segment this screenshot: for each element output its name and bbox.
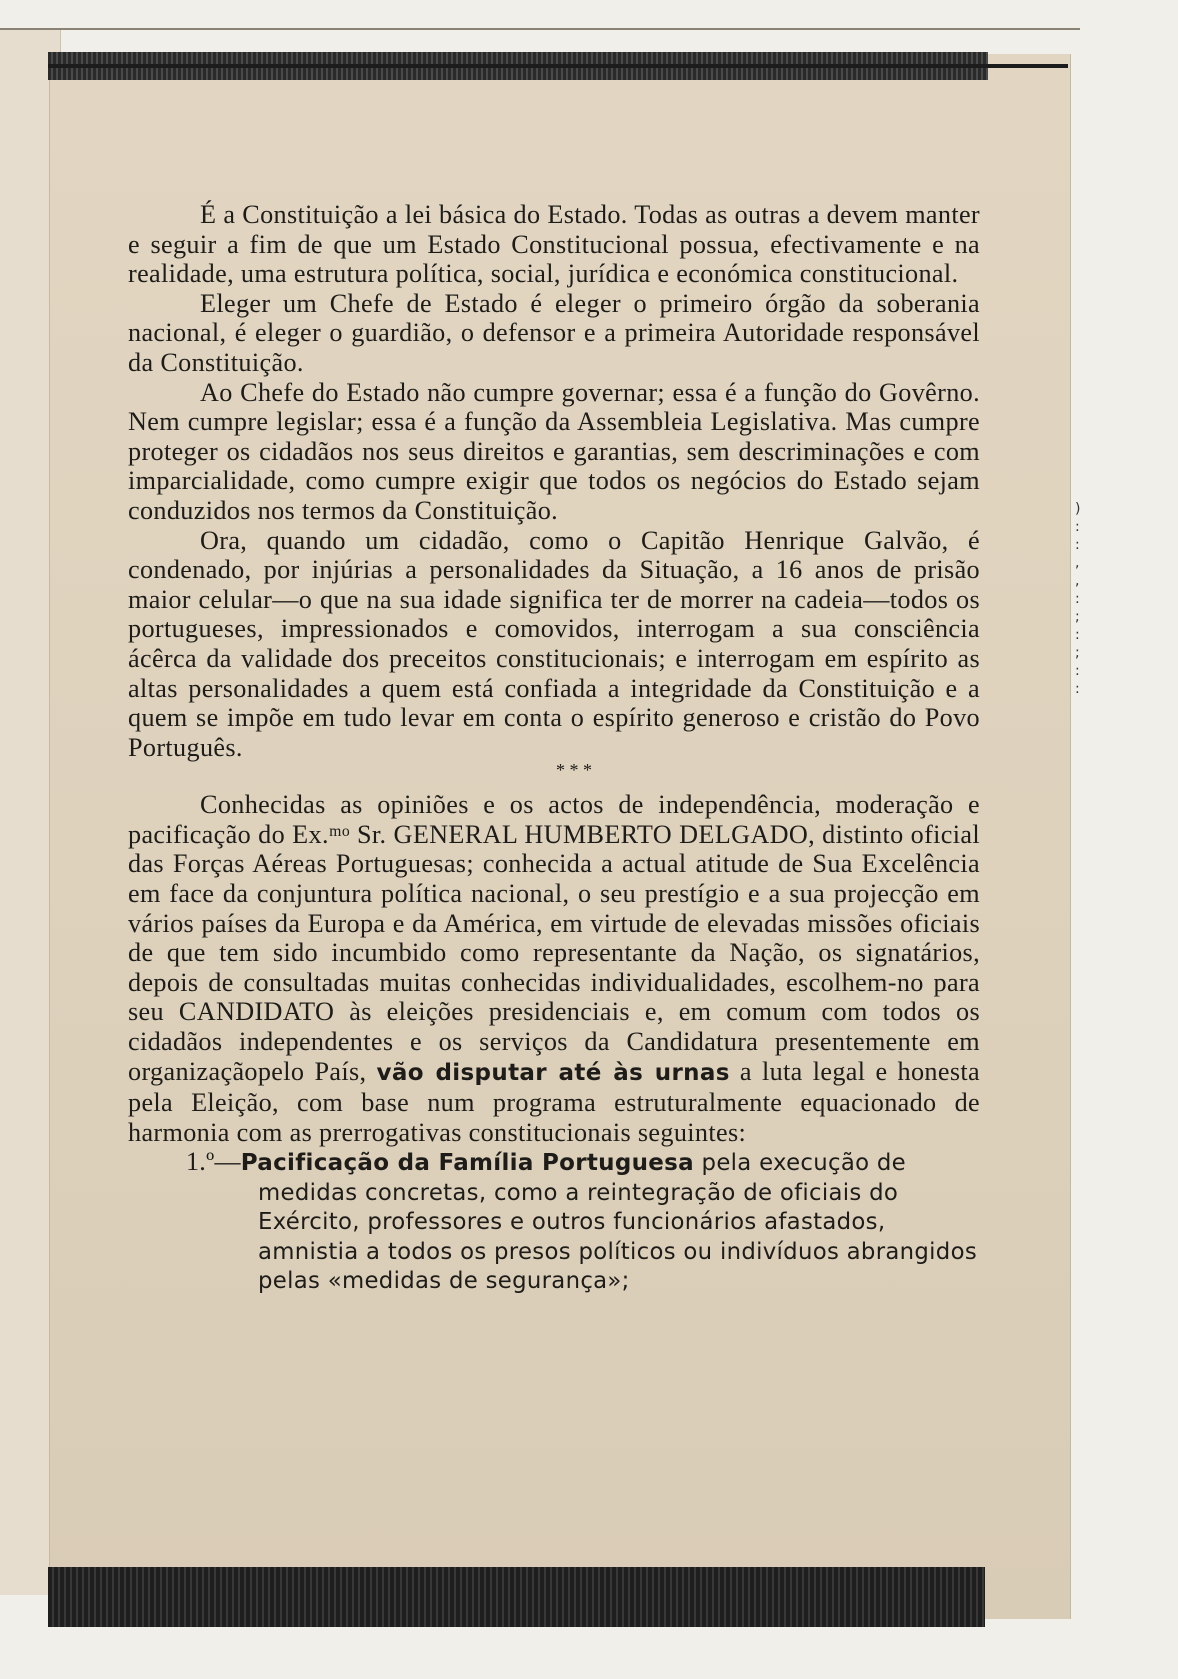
bleed-through-marks: ) : : , , : ; : ; : : [1075,501,1081,697]
paragraph-chief-role: Ao Chefe do Estado não cumpre governar; essa é a função do Govêrno. Nem cumpre legislar; essa é a função da Assembleia Legislativa. Mas cumpre proteger os cidadãos nos seus direitos e garantias, sem descriminações e com imparcialidade, como cumpre exigir que todos os negócios do Estado sejam conduzidos nos termos da Constituição. [128,377,980,525]
paragraph-constitution: É a Constituição a lei básica do Estado. Todas as outras a devem manter e seguir a fim de que um Estado Constitucional possua, efectivamente e na realidade, uma estrutura política, social, jurídica e económica constitucional. [128,200,980,289]
section-separator: * * * [556,760,592,781]
under-page-edge-line [0,28,1080,30]
paragraph-candidate [128,790,980,1147]
candidate-bold-phrase: vão disputar até às urnas [376,1059,730,1086]
program-item-title: Pacificação da Família Portuguesa [240,1150,694,1177]
program-item-number: 1.º— [186,1147,241,1177]
paragraph-elect-chief: Eleger um Chefe de Estado é eleger o primeiro órgão da soberania nacional, é eleger o guardião, o defensor e a primeira Autoridade responsável da Constituição. [128,288,980,377]
candidate-text: Conhecidas as opiniões e os actos de independência, moderação e pacificação do Ex.ᵐᵒ Sr. GENERAL HUMBERTO DELGADO, distinto oficial das Forças Aéreas Portuguesas; conhecida a actual atitude de Sua Excelência em face da conjuntura política nacional, o seu prestígio e a sua projecção em vários países da Europa e da América, em virtude de elevadas missões oficiais de que tem sido incumbido como representante da Nação, os signatários, depois de consultadas muitas conhecidas individualidades, escolhem-no para seu CANDIDATO às eleições presidenciais e, em comum com todos os cidadãos independentes e os serviços da Candidatura presentemente em organizaçãopelo País, [128,790,980,1086]
program-item-1 [128,1147,980,1296]
program-item-text: pela execução de medidas concretas, como a reintegração de oficiais do Exército, professores e outros funcionários afastados, amnistia a todos os presos políticos ou indivíduos abrangidos pelas «medidas de segurança»; [258,1150,977,1295]
top-rule [48,64,1068,68]
bottom-dark-band [48,1567,985,1627]
document-body [128,200,980,1296]
candidate-text-end: a luta legal e honesta pela Eleição, com base num programa estruturalmente equacionado de harmonia com as prerrogativas constitucionais seguintes: [128,1056,980,1147]
paragraph-galvao: Ora, quando um cidadão, como o Capitão Henrique Galvão, é condenado, por injúrias a personalidades da Situação, a 16 anos de prisão maior celular—o que na sua idade significa ter de morrer na cadeia—todos os portugueses, impressionados e comovidos, interrogam a sua consciência ácêrca da validade dos preceitos constitucionais; e interrogam em espírito as altas personalidades a quem está confiada a integridade da Constituição e a quem se impõe em tudo levar em conta o espírito generoso e cristão do Povo Português. [128,525,980,762]
